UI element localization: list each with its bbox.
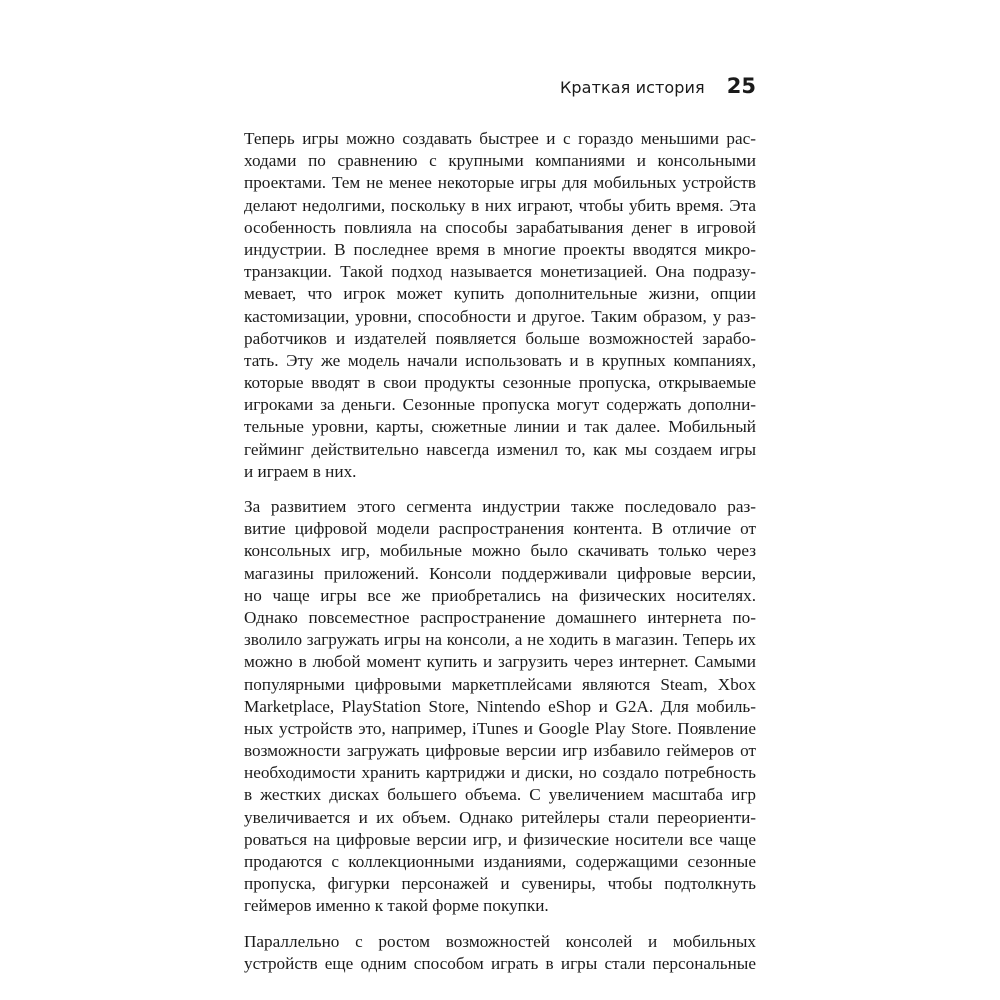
text-line: проектами. Тем не менее некоторые игры для мобильных устройств	[244, 173, 756, 193]
running-header	[244, 74, 756, 102]
text-line: можно в любой момент купить и загрузить через интернет. Самыми	[244, 652, 756, 672]
text-line: роваться на цифровые версии игр, и физические носители все чаще	[244, 829, 756, 849]
text-line: магазины приложений. Консоли поддерживали цифровые версии,	[244, 563, 756, 583]
body-text	[244, 128, 756, 988]
text-line: кастомизации, уровни, способности и другое. Таким образом, у раз-	[244, 306, 756, 326]
text-line: витие цифровой модели распространения контента. В отличие от	[244, 519, 756, 539]
text-line: консольных игр, мобильные можно было скачивать только через	[244, 541, 756, 561]
text-line: За развитием этого сегмента индустрии также последовало раз-	[244, 497, 756, 516]
page-number: 25	[726, 74, 756, 98]
text-line: работчиков и издателей появляется больше возможностей зарабо-	[244, 328, 756, 348]
text-line: ных устройств это, например, iTunes и Google Play Store. Появление	[244, 718, 756, 738]
paragraph	[244, 931, 756, 975]
text-line: возможности загружать цифровые версии игр избавило геймеров от	[244, 741, 756, 761]
text-line: транзакции. Такой подход называется монетизацией. Она подразу-	[244, 262, 756, 282]
text-line: Теперь игры можно создавать быстрее и с гораздо меньшими рас-	[244, 129, 756, 148]
text-line: зволило загружать игры на консоли, а не ходить в магазин. Теперь их	[244, 630, 756, 650]
text-line: и играем в них.	[244, 461, 357, 481]
text-line: но чаще игры все же приобретались на физических носителях.	[244, 585, 756, 605]
paragraph	[244, 128, 756, 483]
text-line: в жестких дисках большего объема. С увеличением масштаба игр	[244, 785, 756, 805]
text-line: продаются с коллекционными изданиями, содержащими сезонные	[244, 852, 756, 871]
text-line: мевает, что игрок может купить дополнительные жизни, опции	[244, 284, 756, 304]
text-line: геймеров именно к такой форме покупки.	[244, 896, 549, 916]
chapter-title: Краткая история	[559, 78, 705, 97]
text-line: Однако повсеместное распространение домашнего интернета по-	[244, 607, 756, 627]
paragraph	[244, 496, 756, 918]
text-line: Параллельно с ростом возможностей консолей и мобильных	[244, 931, 756, 951]
text-line: тать. Эту же модель начали использовать и в крупных компаниях,	[244, 350, 756, 370]
text-line: игроками за деньги. Сезонные пропуска могут содержать дополни-	[244, 395, 756, 415]
text-line: увеличивается и их объем. Однако ритейлеры стали переориенти-	[244, 807, 756, 827]
text-line: пропуска, фигурки персонажей и сувениры, чтобы подтолкнуть	[244, 874, 756, 894]
text-line: Marketplace, PlayStation Store, Nintendo eShop и G2A. Для мобиль-	[244, 696, 756, 716]
text-line: особенность повлияла на способы зарабатывания денег в игровой	[244, 217, 756, 237]
text-line: ходами по сравнению с крупными компаниями и консольными	[244, 151, 756, 171]
text-line: которые вводят в свои продукты сезонные пропуска, открываемые	[244, 373, 756, 393]
text-line: тельные уровни, карты, сюжетные линии и так далее. Мобильный	[244, 417, 756, 437]
text-line: устройств еще одним способом играть в игры стали персональные	[244, 953, 756, 973]
text-line: делают недолгими, поскольку в них играют, чтобы убить время. Эта	[244, 195, 756, 215]
text-line: популярными цифровыми маркетплейсами являются Steam, Xbox	[244, 674, 756, 694]
text-line: необходимости хранить картриджи и диски, но создало потребность	[244, 763, 756, 783]
text-line: гейминг действительно навсегда изменил то, как мы создаем игры	[244, 439, 756, 459]
text-line: индустрии. В последнее время в многие проекты вводятся микро-	[244, 239, 756, 259]
